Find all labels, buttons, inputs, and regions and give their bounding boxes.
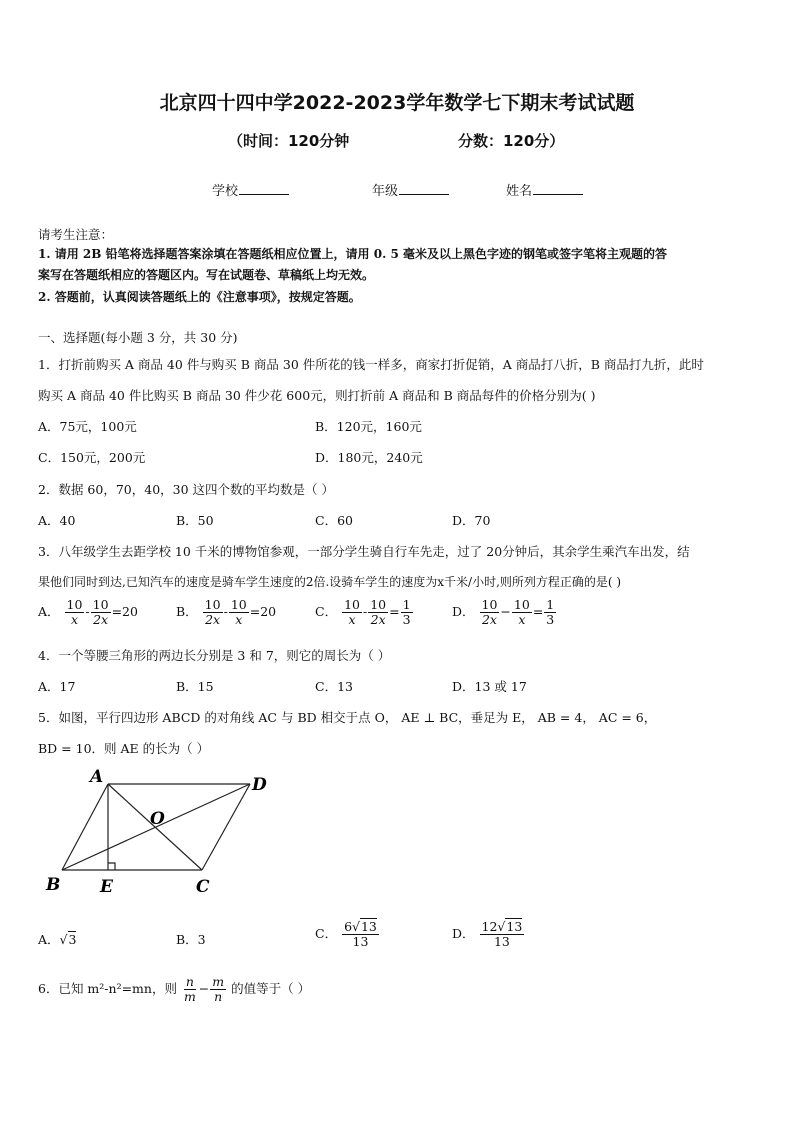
q5-option-b[interactable]: B．3 [176, 932, 206, 947]
fraction: $\frac{1}{3}$ [402, 597, 411, 627]
point-o-label: O [150, 809, 165, 829]
q6-stem: 6．已知 m²-n²=mn，则 $\frac{n}{m}$ − $\frac{m}{n}$ 的值等于（ ） [38, 974, 311, 1004]
sqrt-icon: √ [352, 919, 360, 934]
q3-option-d[interactable]: D． $\frac{10}{2x}$ − $\frac{10}{x}$ = $\frac{1}{3}$ [452, 597, 555, 627]
q4-option-a[interactable]: A．17 [38, 679, 76, 694]
q2-stem: 2．数据 60，70，40，30 这四个数的平均数是（ ） [38, 482, 334, 497]
name-field [506, 180, 583, 199]
vertex-c-label: C [196, 877, 210, 897]
fraction: $\frac{10}{2x}$ [370, 597, 387, 627]
fraction: $\frac{m}{n}$ [212, 974, 225, 1004]
q1-option-c[interactable]: C．150元，200元 [38, 450, 146, 465]
name-blank[interactable] [533, 182, 583, 195]
school-label: 学校 [212, 184, 239, 199]
fraction: $\frac{1}{3}$ [546, 597, 555, 627]
q1-option-d[interactable]: D．180元，240元 [315, 450, 423, 465]
q3-option-c[interactable]: C． $\frac{10}{x}$ - $\frac{10}{2x}$ = $\frac{1}{3}$ [315, 597, 411, 627]
score-label: 分数：120分） [458, 132, 565, 150]
sqrt-icon: √ [497, 919, 506, 934]
q5-stem-line1: 5．如图，平行四边形 ABCD 的对角线 AC 与 BD 相交于点 O， AE ⊥ BC，垂足为 E， AB = 4， AC = 6， [38, 710, 657, 725]
q1-stem-line2: 购买 A 商品 40 件比购买 B 商品 30 件少花 600元，则打折前 A 商品和 B 商品每件的价格分别为( ) [38, 388, 596, 403]
grade-field [372, 180, 449, 199]
edge-ab [62, 784, 108, 870]
time-label: （时间：120分钟 [228, 132, 350, 150]
parallelogram-figure [40, 762, 280, 902]
q2-option-c[interactable]: C．60 [315, 513, 353, 528]
fraction: $\frac{10}{x}$ [230, 597, 247, 627]
name-label: 姓名 [506, 184, 533, 199]
q5-option-c[interactable]: C． $\frac{6√13}{13}$ [315, 919, 377, 949]
q4-stem: 4．一个等腰三角形的两边长分别是 3 和 7，则它的周长为（ ） [38, 648, 391, 663]
right-angle-mark [108, 863, 115, 870]
edge-cd [202, 784, 250, 870]
notice-item2: 2. 答题前，认真阅读答题纸上的《注意事项》，按规定答题。 [38, 290, 361, 304]
sqrt-icon: √ [59, 932, 68, 947]
q1-stem-line1: 1．打折前购买 A 商品 40 件与购买 B 商品 30 件所花的钱一样多，商家打折促销，A 商品打八折，B 商品打九折，此时 [38, 357, 704, 372]
section-heading: 一、选择题(每小题 3 分，共 30 分) [38, 330, 238, 345]
vertex-d-label: D [252, 775, 267, 795]
vertex-b-label: B [46, 875, 61, 895]
q3-a-label: A． [38, 604, 60, 619]
fraction: $\frac{10}{2x}$ [92, 597, 109, 627]
q5-option-d[interactable]: D． $\frac{12√13}{13}$ [452, 919, 523, 949]
q3-stem-line2: 果他们同时到达,已知汽车的速度是骑车学生速度的2倍.设骑车学生的速度为x千米/小时,则所列方程正确的是( ) [38, 575, 622, 589]
q1-option-b[interactable]: B．120元，160元 [315, 419, 422, 434]
vertex-a-label: A [90, 767, 104, 787]
notice-heading: 请考生注意： [38, 227, 114, 242]
q3-stem-line1: 3．八年级学生去距学校 10 千米的博物馆参观，一部分学生骑自行车先走，过了 20分钟后，其余学生乘汽车出发，结 [38, 544, 690, 559]
q1-option-a[interactable]: A．75元，100元 [38, 419, 137, 434]
q5-option-a[interactable]: A．√3 [38, 932, 77, 947]
q3-option-b[interactable]: B． $\frac{10}{2x}$ - $\frac{10}{x}$ =20 [176, 597, 277, 627]
q2-option-b[interactable]: B．50 [176, 513, 214, 528]
fraction: $\frac{10}{x}$ [344, 597, 360, 627]
fraction: $\frac{10}{2x}$ [481, 597, 498, 627]
notice-item1-line1: 1. 请用 2B 铅笔将选择题答案涂填在答题纸相应位置上，请用 0. 5 毫米及以上黑色字迹的钢笔或签字笔将主观题的答 [38, 247, 667, 261]
fraction: $\frac{10}{x}$ [66, 597, 83, 627]
q2-option-d[interactable]: D．70 [452, 513, 491, 528]
q3-c-label: C． [315, 604, 338, 619]
notice-item1-line2: 案写在答题纸相应的答题区内。写在试题卷、草稿纸上均无效。 [38, 268, 375, 282]
point-e-label: E [100, 877, 113, 897]
q3-b-label: B． [176, 604, 198, 619]
q2-option-a[interactable]: A．40 [38, 513, 76, 528]
fraction: $\frac{10}{x}$ [513, 597, 530, 627]
page-title: 北京四十四中学2022-2023学年数学七下期末考试试题 [159, 92, 635, 114]
grade-blank[interactable] [399, 182, 449, 195]
school-field [212, 180, 289, 199]
school-blank[interactable] [239, 182, 289, 195]
fraction: $\frac{12√13}{13}$ [481, 919, 523, 949]
fraction: $\frac{10}{2x}$ [204, 597, 221, 627]
grade-label: 年级 [372, 184, 399, 199]
q4-option-c[interactable]: C．13 [315, 679, 353, 694]
q5-stem-line2: BD = 10．则 AE 的长为（ ） [38, 741, 210, 756]
q3-option-a[interactable]: A． $\frac{10}{x}$ - $\frac{10}{2x}$ =20 [38, 597, 138, 627]
q4-option-b[interactable]: B．15 [176, 679, 214, 694]
fraction: $\frac{6√13}{13}$ [344, 919, 377, 949]
fraction: $\frac{n}{m}$ [183, 974, 196, 1004]
q4-option-d[interactable]: D．13 或 17 [452, 679, 527, 694]
q3-d-label: D． [452, 604, 475, 619]
